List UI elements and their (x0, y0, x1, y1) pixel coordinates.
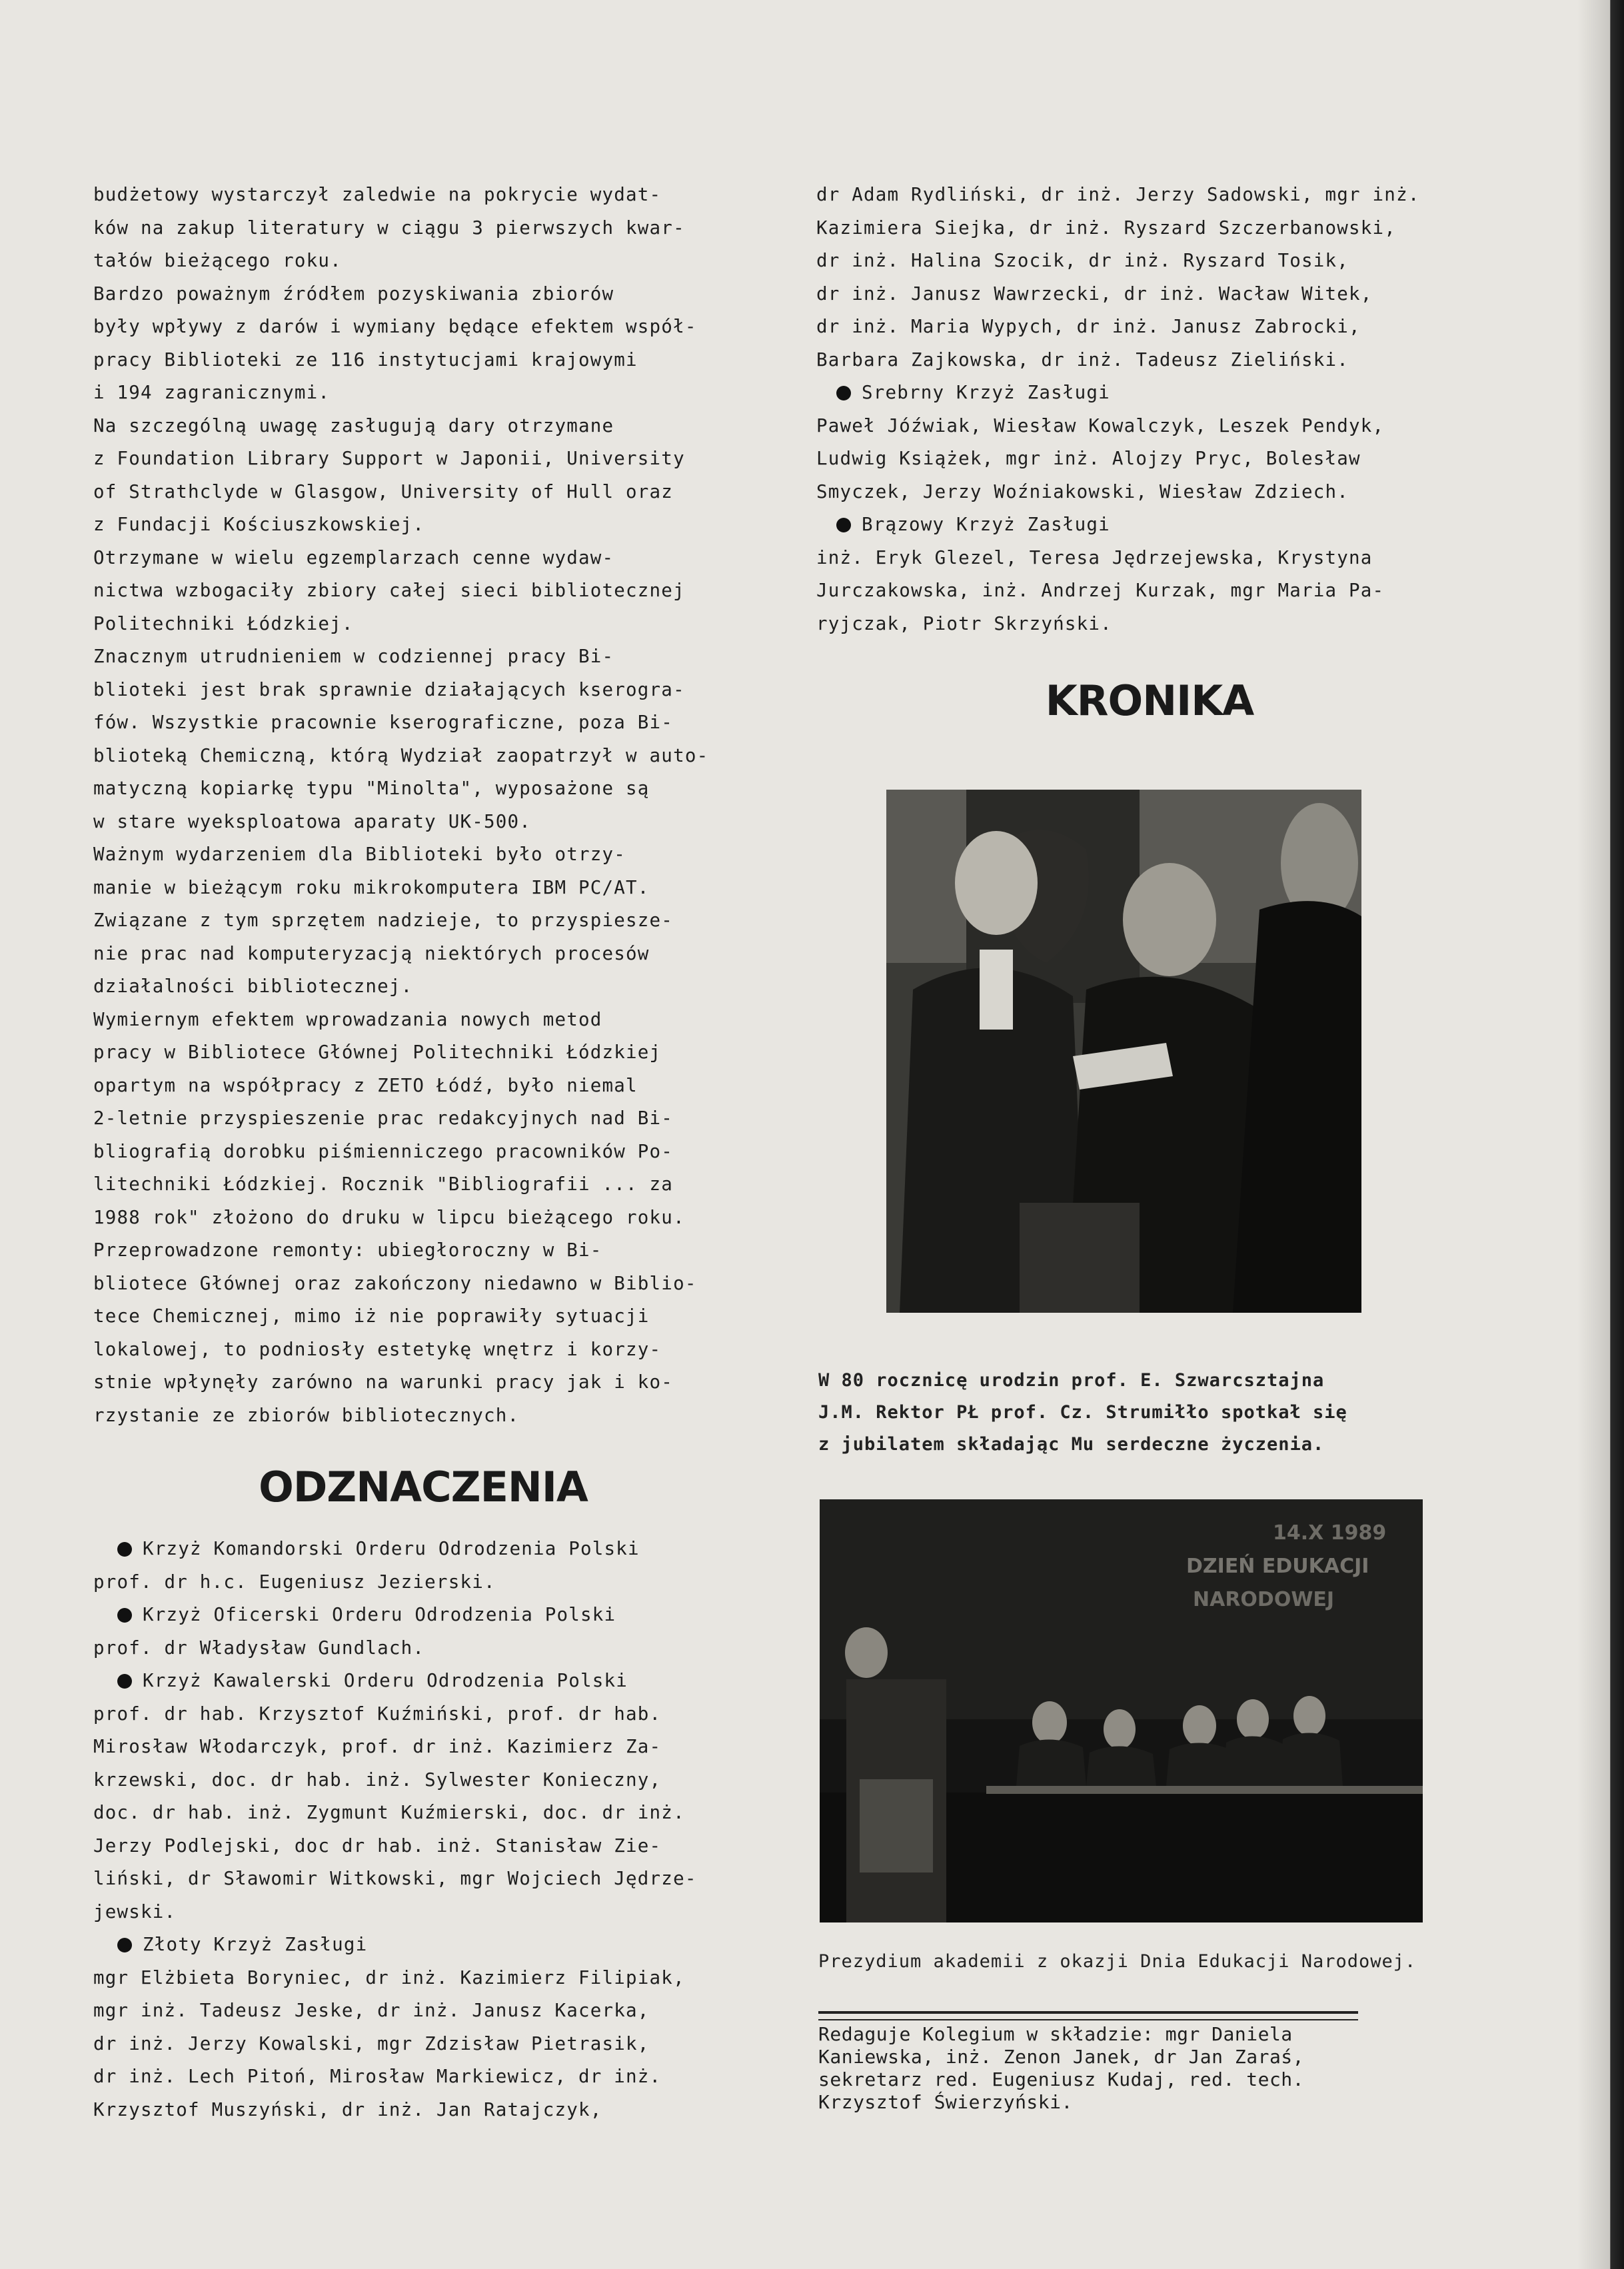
paragraph: Na szczególną uwagę zasługują dary otrzymane z Foundation Library Support w Japonii, University of Strathclyde w Glasgow, University of Hull oraz z Fundacji Kościuszkowskiej. (93, 414, 685, 535)
bullet-icon (117, 1938, 132, 1952)
award-label: Krzyż Kawalerski Orderu Odrodzenia Polski (143, 1670, 628, 1691)
paragraph: Przeprowadzone remonty: ubiegłoroczny w Bi- bliotece Głównej oraz zakończony niedawno w Biblio- tece Chemicznej, mimo iż nie poprawiły sytuacji lokalowej, to podniosły estetykę wnętrz i korzy- stnie wpłynęły zarówno na warunki pracy jak i ko- rzystanie ze zbiorów bibliotecznych. (93, 1239, 697, 1426)
award-item (816, 508, 1483, 640)
award-recipients: mgr Elżbieta Boryniec, dr inż. Kazimierz Filipiak, mgr inż. Tadeusz Jeske, dr inż. Janusz Kacerka, dr inż. Jerzy Kowalski, mgr Zdzisław Pietrasik, dr inż. Lech Pitoń, Mirosław Markiewicz, dr inż. Krzysztof Muszyński, dr inż. Jan Ratajczyk, (93, 1966, 685, 2120)
award-recipients-continued: dr Adam Rydliński, dr inż. Jerzy Sadowski, mgr inż. Kazimiera Siejka, dr inż. Ryszard Szczerbanowski, dr inż. Halina Szocik, dr inż. Ryszard Tosik, dr inż. Janusz Wawrzecki, dr inż. Wacław Witek, dr inż. Maria Wypych, dr inż. Janusz Zabrocki, Barbara Zajkowska, dr inż. Tadeusz Zieliński. (816, 184, 1420, 371)
banner-subtitle: NARODOWEJ (1193, 1588, 1335, 1611)
award-label: Krzyż Komandorski Orderu Odrodzenia Polski (143, 1538, 640, 1559)
paragraph: budżetowy wystarczył zaledwie na pokrycie wydat- ków na zakup literatury w ciągu 3 pierwszych kwar- tałów bieżącego roku. (93, 184, 685, 271)
left-column (93, 179, 753, 1432)
paragraph: Ważnym wydarzeniem dla Biblioteki było otrzy- manie w bieżącym roku mikrokomputera IBM PC/AT. Związane z tym sprzętem nadzieje, to przyspiesze- nie prac nad komputeryzacją niektórych procesów działalności bibliotecznej. (93, 844, 674, 997)
award-label: Złoty Krzyż Zasługi (143, 1934, 368, 1955)
bullet-icon (117, 1608, 132, 1623)
paragraph: Bardzo poważnym źródłem pozyskiwania zbiorów były wpływy z darów i wymiany będące efektem współ- pracy Biblioteki ze 116 instytucjami krajowymi i 194 zagranicznymi. (93, 283, 697, 403)
bullet-icon (117, 1542, 132, 1557)
editorial-board: Redaguje Kolegium w składzie: mgr Daniela Kaniewska, inż. Zenon Janek, dr Jan Zaraś, sekretarz red. Eugeniusz Kudaj, red. tech. Krzysztof Świerzyński. (818, 2023, 1305, 2113)
divider-rule (818, 2011, 1358, 2020)
award-item (93, 1599, 753, 1665)
banner-title: DZIEŃ EDUKACJI (1186, 1555, 1369, 1578)
photo-illustration (886, 790, 1361, 1313)
award-item (93, 1928, 753, 2126)
awards-heading: ODZNACZENIA (259, 1463, 588, 1511)
photo-illustration (820, 1499, 1423, 1922)
award-label: Srebrny Krzyż Zasługi (862, 382, 1110, 403)
award-label: Krzyż Oficerski Orderu Odrodzenia Polski (143, 1604, 616, 1625)
award-label: Brązowy Krzyż Zasługi (862, 514, 1110, 535)
presidium-photo (820, 1499, 1423, 1922)
award-recipients: inż. Eryk Glezel, Teresa Jędrzejewska, Krystyna Jurczakowska, inż. Andrzej Kurzak, mgr Maria Pa- ryjczak, Piotr Skrzyński. (816, 546, 1385, 634)
award-recipients: Paweł Jóźwiak, Wiesław Kowalczyk, Leszek Pendyk, Ludwig Książek, mgr inż. Alojzy Pryc, Bolesław Smyczek, Jerzy Woźniakowski, Wiesław Zdziech. (816, 414, 1385, 502)
award-recipients: prof. dr Władysław Gundlach. (93, 1637, 425, 1659)
paragraph: Znacznym utrudnieniem w codziennej pracy Bi- blioteki jest brak sprawnie działających kserogra- fów. Wszystkie pracownie kserograficzne, poza Bi- blioteką Chemiczną, którą Wydział zaopatrzył w auto- matyczną kopiarkę typu "Minolta", wyposażone są w stare wyeksploatowa aparaty UK-500. (93, 646, 709, 832)
bullet-icon (836, 386, 851, 400)
bullet-icon (836, 518, 851, 532)
award-item (93, 1665, 753, 1928)
right-column (816, 179, 1483, 640)
award-recipients: prof. dr h.c. Eugeniusz Jezierski. (93, 1571, 496, 1593)
photo-caption: W 80 rocznicę urodzin prof. E. Szwarcsztajna J.M. Rektor PŁ prof. Cz. Strumiłło spotkał się z jubilatem składając Mu serdeczne życzenia. (818, 1370, 1347, 1455)
photo-caption: Prezydium akademii z okazji Dnia Edukacji Narodowej. (818, 1951, 1417, 1972)
award-recipients: prof. dr hab. Krzysztof Kuźmiński, prof. dr hab. Mirosław Włodarczyk, prof. dr inż. Kazimierz Za- krzewski, doc. dr hab. inż. Sylwester Konieczny, doc. dr hab. inż. Zygmunt Kuźmierski, doc. dr inż. Jerzy Podlejski, doc dr hab. inż. Stanisław Zie- liński, dr Sławomir Witkowski, mgr Wojciech Jędrze- jewski. (93, 1703, 697, 1922)
chronicle-heading: KRONIKA (1045, 676, 1254, 725)
award-item (816, 377, 1483, 508)
anniversary-photo (886, 790, 1361, 1313)
bullet-icon (117, 1674, 132, 1689)
awards-list (93, 1533, 753, 2126)
award-item (93, 1533, 753, 1599)
paragraph: Wymiernym efektem wprowadzania nowych metod pracy w Bibliotece Głównej Politechniki Łódzkiej opartym na współpracy z ZETO Łódź, było niemal 2-letnie przyspieszenie prac redakcyjnych nad Bi- bliografią dorobku piśmienniczego pracowników Po- litechniki Łódzkiej. Rocznik "Bibliografii ... za 1988 rok" złożono do druku w lipcu bieżącego roku. (93, 1008, 685, 1228)
page-edge-shadow (1577, 0, 1624, 2269)
paragraph: Otrzymane w wielu egzemplarzach cenne wydaw- nictwa wzbogaciły zbiory całej sieci bibliotecznej Politechniki Łódzkiej. (93, 546, 685, 634)
banner-date: 14.X 1989 (1273, 1521, 1387, 1545)
